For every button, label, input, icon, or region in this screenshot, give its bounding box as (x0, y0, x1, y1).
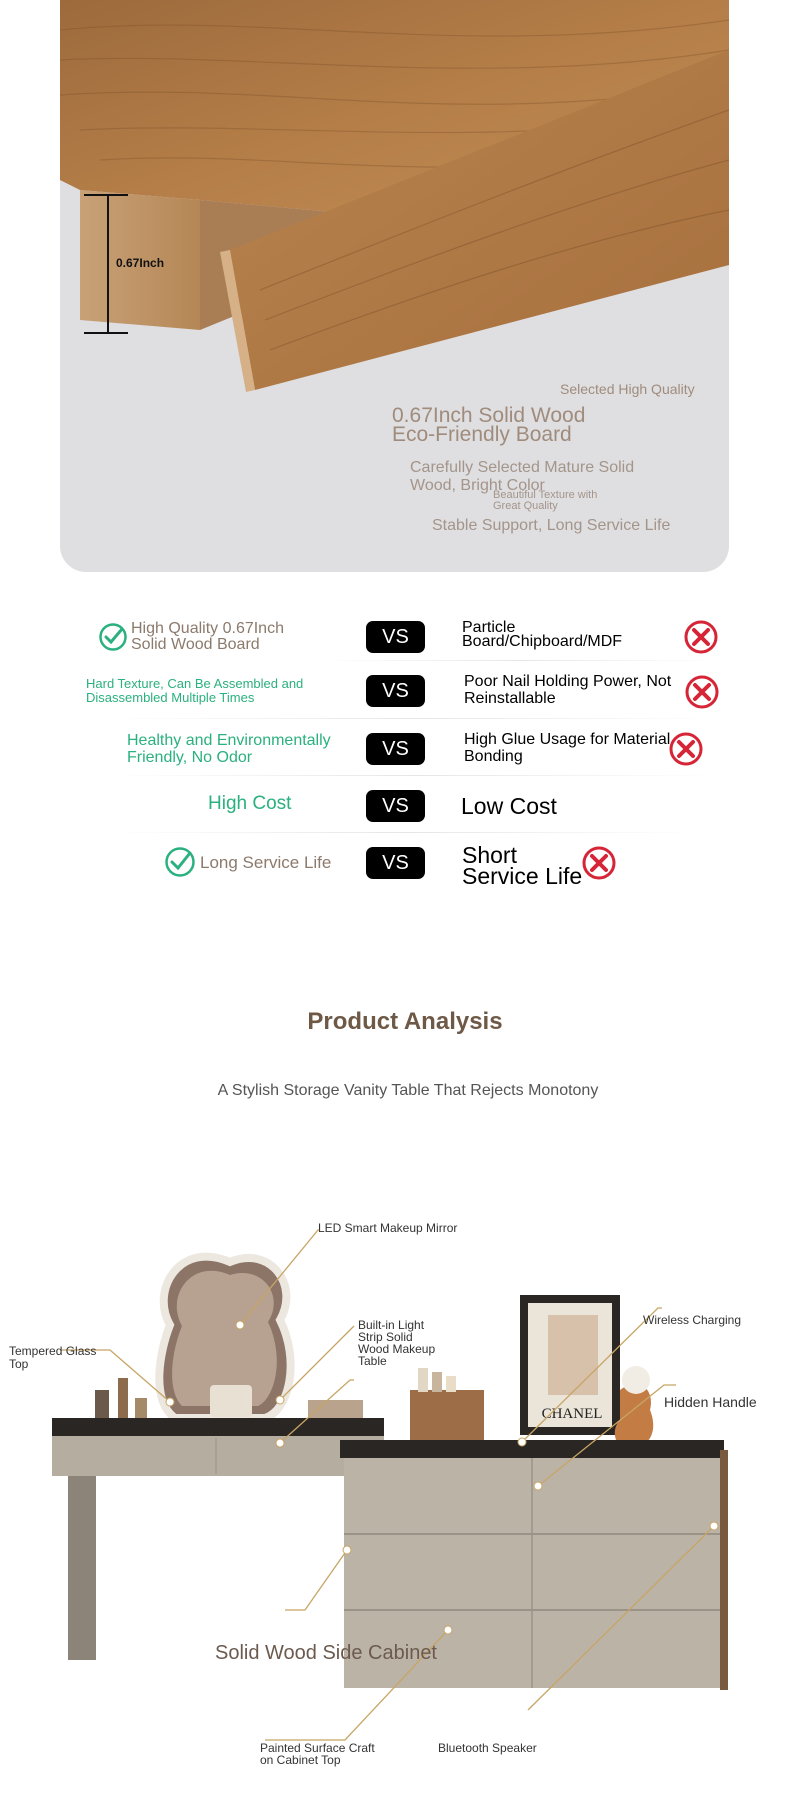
row-divider (110, 832, 700, 833)
comparison-good-5: Long Service Life (200, 853, 332, 872)
comparison-bad-2: Poor Nail Holding Power, Not Reinstallable (464, 673, 672, 707)
board-description-line1: Carefully Selected Mature Solid (410, 459, 635, 476)
callout-led-mirror: LED Smart Makeup Mirror (318, 1221, 458, 1235)
check-icon (164, 846, 196, 878)
cross-icon (668, 731, 704, 767)
texture-note (493, 490, 597, 512)
callout-hidden-handle: Hidden Handle (664, 1394, 757, 1410)
comparison-bad-1: Particle Board/Chipboard/MDF (462, 619, 623, 650)
quality-tagline: Selected High Quality (560, 381, 695, 397)
callout-wireless-charging: Wireless Charging (643, 1313, 742, 1327)
vs-badge: VS (366, 621, 425, 653)
section-title: Product Analysis (307, 1008, 503, 1035)
vs-badge: VS (366, 675, 425, 707)
callout-side-cabinet: Solid Wood Side Cabinet (215, 1642, 437, 1664)
comparison-bad-4: Low Cost (461, 793, 557, 819)
vanity-table-illustration (0, 1150, 790, 1760)
comparison-bad-5: Short Service Life (462, 842, 583, 889)
comparison-table (0, 600, 790, 900)
check-icon (98, 622, 128, 652)
cross-icon (581, 845, 617, 881)
section-subtitle: A Stylish Storage Vanity Table That Rejects Monotony (217, 1082, 599, 1099)
stable-support-text: Stable Support, Long Service Life (432, 517, 671, 534)
cross-icon (683, 619, 719, 655)
vs-badge: VS (366, 790, 425, 822)
callout-bluetooth-speaker: Bluetooth Speaker (438, 1741, 537, 1755)
row-divider (320, 660, 720, 661)
comparison-good-2: Hard Texture, Can Be Assembled and Disassembled Multiple Times (86, 676, 304, 705)
frame-brand-text: CHANEL (541, 1406, 603, 1422)
texture-note-line2: Great Quality (493, 500, 558, 512)
callout-tempered-glass: Tempered Glass Top (9, 1344, 97, 1371)
comparison-good-1: High Quality 0.67Inch Solid Wood Board (131, 620, 284, 653)
comparison-good-3: Healthy and Environmentally Friendly, No Odor (127, 732, 331, 766)
comparison-bad-3: High Glue Usage for Material Bonding (464, 731, 671, 765)
thickness-label: 0.67Inch (116, 256, 165, 270)
texture-note-line1: Beautiful Texture with (493, 489, 598, 501)
comparison-good-4: High Cost (208, 793, 292, 814)
cross-icon (684, 674, 720, 710)
board-title-line2: Eco-Friendly Board (392, 423, 572, 446)
board-title (392, 406, 585, 444)
vs-badge: VS (366, 733, 425, 765)
row-divider (110, 718, 720, 719)
board-title-line1: 0.67Inch Solid Wood (392, 404, 586, 427)
board-description-line2: Wood, Bright Color (410, 477, 545, 494)
callout-light-strip: Built-in Light Strip Solid Wood Makeup Table (358, 1318, 436, 1368)
vs-badge: VS (366, 847, 425, 879)
callout-painted-surface: Painted Surface Craft on Cabinet Top (260, 1741, 375, 1767)
row-divider (110, 775, 720, 776)
